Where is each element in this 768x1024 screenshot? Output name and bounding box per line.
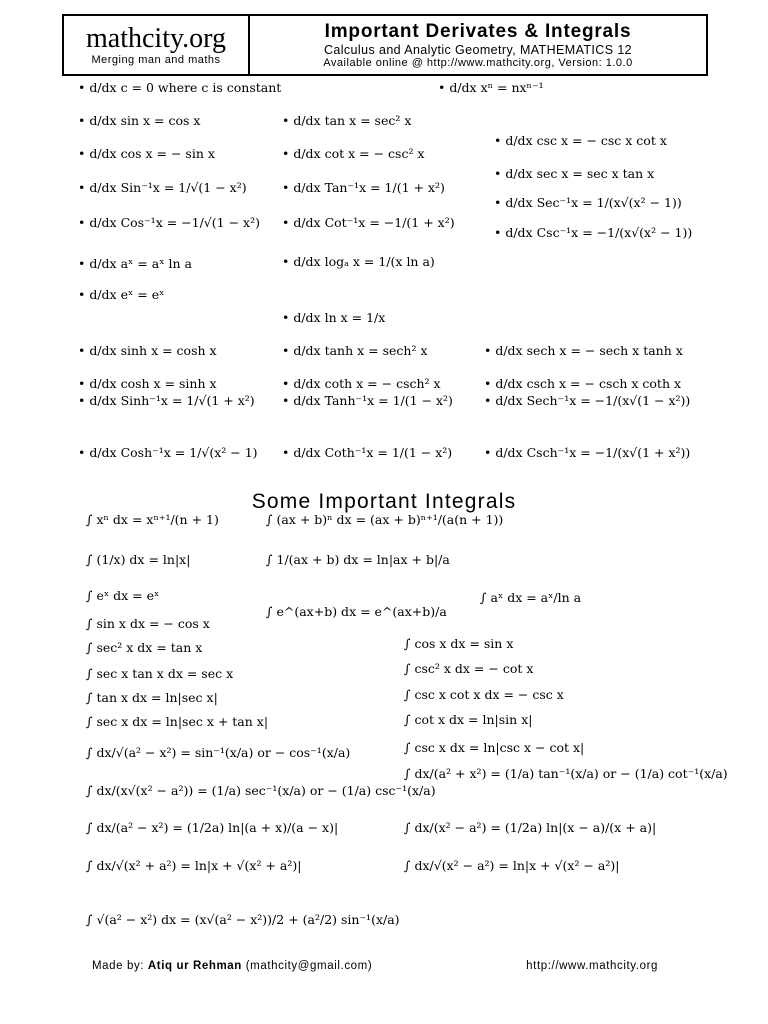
footer <box>92 960 658 972</box>
derivative-arcsinh: • d/dx Sinh⁻¹x = 1/√(1 + x²) <box>78 393 255 408</box>
derivative-tan: • d/dx tan x = sec² x <box>282 113 412 128</box>
integral-arcsin: ∫ dx/√(a² − x²) = sin⁻¹(x/a) or − cos⁻¹(x/a) <box>86 745 351 760</box>
integral-reciprocal: ∫ (1/x) dx = ln|x| <box>86 552 191 567</box>
header-box <box>62 14 708 76</box>
integral-sqrt-diff: ∫ dx/√(x² − a²) = ln|x + √(x² − a²)| <box>404 858 620 873</box>
derivative-arcsec: • d/dx Sec⁻¹x = 1/(x√(x² − 1)) <box>494 195 682 210</box>
integral-sqrt-sum: ∫ dx/√(x² + a²) = ln|x + √(x² + a²)| <box>86 858 302 873</box>
site-name: mathcity.org <box>86 23 226 54</box>
derivative-cot: • d/dx cot x = − csc² x <box>282 146 425 161</box>
derivative-ln: • d/dx ln x = 1/x <box>282 310 386 325</box>
derivative-cos: • d/dx cos x = − sin x <box>78 146 215 161</box>
derivative-arccos: • d/dx Cos⁻¹x = −1/√(1 − x²) <box>78 215 260 230</box>
integral-sin: ∫ sin x dx = − cos x <box>86 616 210 631</box>
derivative-power: • d/dx xⁿ = nxⁿ⁻¹ <box>438 80 544 95</box>
derivative-arctan: • d/dx Tan⁻¹x = 1/(1 + x²) <box>282 180 445 195</box>
derivative-coth: • d/dx coth x = − csch² x <box>282 376 441 391</box>
integral-linear-reciprocal: ∫ 1/(ax + b) dx = ln|ax + b|/a <box>266 552 450 567</box>
integral-csc-squared: ∫ csc² x dx = − cot x <box>404 661 534 676</box>
integral-partial-fraction-b: ∫ dx/(x² − a²) = (1/2a) ln|(x − a)/(x + a)| <box>404 820 657 835</box>
integral-csc: ∫ csc x dx = ln|csc x − cot x| <box>404 740 585 755</box>
derivative-sech: • d/dx sech x = − sech x tanh x <box>484 343 683 358</box>
integral-exp: ∫ eˣ dx = eˣ <box>86 588 160 603</box>
derivative-arccot: • d/dx Cot⁻¹x = −1/(1 + x²) <box>282 215 455 230</box>
integral-cot: ∫ cot x dx = ln|sin x| <box>404 712 533 727</box>
logo-block <box>64 16 250 74</box>
integral-cos: ∫ cos x dx = sin x <box>404 636 514 651</box>
integral-arcsec: ∫ dx/(x√(x² − a²)) = (1/a) sec⁻¹(x/a) or − (1/a) csc⁻¹(x/a) <box>86 783 436 798</box>
integral-exp-a: ∫ aˣ dx = aˣ/ln a <box>480 590 582 605</box>
derivative-arccsc: • d/dx Csc⁻¹x = −1/(x√(x² − 1)) <box>494 225 693 240</box>
footer-credit <box>92 960 372 972</box>
integral-tan: ∫ tan x dx = ln|sec x| <box>86 690 218 705</box>
made-by-label: Made by: <box>92 960 145 972</box>
integrals-section-title: Some Important Integrals <box>251 490 517 513</box>
derivative-constant: • d/dx c = 0 where c is constant <box>78 80 282 95</box>
integral-exp-linear: ∫ e^(ax+b) dx = e^(ax+b)/a <box>266 604 447 619</box>
derivative-arccoth: • d/dx Coth⁻¹x = 1/(1 − x²) <box>282 445 453 460</box>
page-title: Important Derivates & Integrals <box>324 21 632 42</box>
integral-linear-power: ∫ (ax + b)ⁿ dx = (ax + b)ⁿ⁺¹/(a(n + 1)) <box>266 512 504 527</box>
tagline: Merging man and maths <box>91 54 221 66</box>
integral-sqrt-area: ∫ √(a² − x²) dx = (x√(a² − x²))/2 + (a²/2) sin⁻¹(x/a) <box>86 912 400 927</box>
integral-sec-squared: ∫ sec² x dx = tan x <box>86 640 203 655</box>
derivative-csch: • d/dx csch x = − csch x coth x <box>484 376 682 391</box>
derivative-arcsech: • d/dx Sech⁻¹x = −1/(x√(1 − x²)) <box>484 393 691 408</box>
derivative-arccosh: • d/dx Cosh⁻¹x = 1/√(x² − 1) <box>78 445 258 460</box>
derivative-tanh: • d/dx tanh x = sech² x <box>282 343 428 358</box>
integral-partial-fraction-a: ∫ dx/(a² − x²) = (1/2a) ln|(a + x)/(a − x)| <box>86 820 339 835</box>
derivative-exp-e: • d/dx eˣ = eˣ <box>78 287 165 302</box>
derivative-arccsch: • d/dx Csch⁻¹x = −1/(x√(1 + x²)) <box>484 445 691 460</box>
author-email: (mathcity@gmail.com) <box>245 960 373 972</box>
footer-website: http://www.mathcity.org <box>526 960 658 972</box>
derivative-sin: • d/dx sin x = cos x <box>78 113 201 128</box>
integral-sec-tan: ∫ sec x tan x dx = sec x <box>86 666 234 681</box>
page-subtitle: Calculus and Analytic Geometry, MATHEMATICS 12 <box>323 43 633 57</box>
integral-sec: ∫ sec x dx = ln|sec x + tan x| <box>86 714 269 729</box>
title-block <box>250 16 706 74</box>
integral-power: ∫ xⁿ dx = xⁿ⁺¹/(n + 1) <box>86 512 219 527</box>
availability-note: Available online @ http://www.mathcity.org, Version: 1.0.0 <box>323 57 633 69</box>
derivative-cosh: • d/dx cosh x = sinh x <box>78 376 217 391</box>
derivative-arcsin: • d/dx Sin⁻¹x = 1/√(1 − x²) <box>78 180 247 195</box>
derivative-exp-a: • d/dx aˣ = aˣ ln a <box>78 256 192 271</box>
derivative-log-a: • d/dx logₐ x = 1/(x ln a) <box>282 254 435 269</box>
derivative-csc: • d/dx csc x = − csc x cot x <box>494 133 667 148</box>
author-name: Atiq ur Rehman <box>147 960 242 972</box>
integral-arctan: ∫ dx/(a² + x²) = (1/a) tan⁻¹(x/a) or − (1/a) cot⁻¹(x/a) <box>404 766 728 781</box>
integral-csc-cot: ∫ csc x cot x dx = − csc x <box>404 687 564 702</box>
derivative-arctanh: • d/dx Tanh⁻¹x = 1/(1 − x²) <box>282 393 453 408</box>
derivative-sec: • d/dx sec x = sec x tan x <box>494 166 655 181</box>
derivative-sinh: • d/dx sinh x = cosh x <box>78 343 217 358</box>
